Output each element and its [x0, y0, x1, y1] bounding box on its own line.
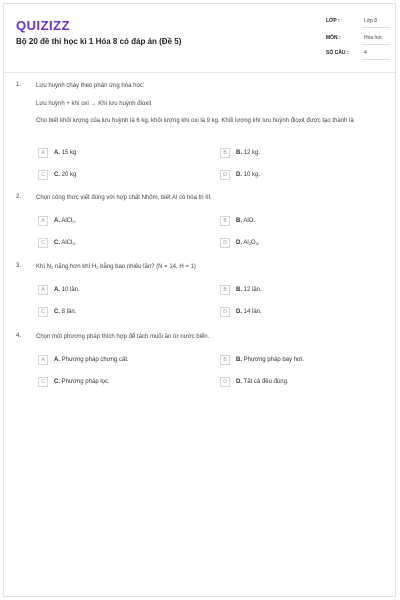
stem-part: nặng hơn khí H [53, 264, 97, 270]
option-prefix: D. [236, 172, 242, 178]
stem-part: Khí N [36, 264, 52, 270]
option-text: Phương pháp chưng cất. [61, 357, 129, 363]
question-4 [16, 333, 394, 393]
question-number: 4. [16, 333, 22, 339]
option-text: 10 lần. [61, 287, 80, 293]
option-subscript: 2 [72, 219, 75, 224]
stem-subscript: 2 [51, 265, 54, 270]
option-prefix: B. [236, 287, 242, 293]
option-text: 10 kg. [243, 172, 261, 178]
option-letter-box: A [38, 285, 48, 295]
option-a[interactable] [38, 285, 188, 295]
meta-class-key: LỚP : [326, 18, 340, 24]
page-title: Bộ 20 đề thi học kì 1 Hóa 8 có đáp án (Đề 5) [16, 37, 182, 46]
option-c[interactable] [38, 307, 188, 317]
option-letter-box: A [38, 148, 48, 158]
option-text: 15 kg [61, 150, 77, 156]
question-equation: Lưu huỳnh + khí oxi → Khí lưu huỳnh đioxit [36, 101, 152, 107]
option-prefix: B. [236, 218, 242, 224]
option-letter-box: D [220, 238, 230, 248]
question-stem [36, 263, 386, 272]
option-d[interactable] [220, 377, 370, 387]
question-3 [16, 263, 394, 323]
option-text: 12 lần. [243, 287, 262, 293]
question-stem: Chọn một phương pháp thích hợp để tách muối ăn từ nước biển. [36, 334, 210, 340]
option-text: AlO. [243, 218, 256, 224]
meta-count-key: SỐ CÂU : [326, 50, 349, 56]
option-prefix: A. [54, 218, 60, 224]
option-text: Tất cả đều đúng. [243, 379, 289, 385]
option-text: 12 kg. [243, 150, 261, 156]
option-tail: . [74, 218, 77, 224]
option-prefix: A. [54, 150, 60, 156]
option-b[interactable] [220, 216, 370, 226]
meta-count-value: 4 [364, 50, 367, 56]
question-number: 1. [16, 82, 22, 88]
option-prefix: A. [54, 357, 60, 363]
option-c[interactable] [38, 170, 188, 180]
option-a[interactable] [38, 216, 188, 226]
option-text: Phương pháp lọc. [61, 379, 110, 385]
option-prefix: D. [236, 309, 242, 315]
option-text: 14 lần. [243, 309, 262, 315]
option-letter-box: D [220, 377, 230, 387]
question-2 [16, 194, 394, 254]
question-number: 3. [16, 263, 22, 269]
question-1 [16, 82, 394, 192]
option-letter-box: B [220, 216, 230, 226]
option-prefix: A. [54, 287, 60, 293]
question-stem: Lưu huỳnh cháy theo phản ứng hóa học: [36, 83, 145, 89]
option-letter-box: A [38, 216, 48, 226]
option-letter-box: C [38, 377, 48, 387]
option-text: 20 kg [61, 172, 77, 178]
option-b[interactable] [220, 148, 370, 158]
question-detail: Cho biết khối lượng của lưu huỳnh là 6 kg, khối lượng khí oxi là 9 kg. Khối lượng khí lưu huỳnh đioxit được tạo thành là [36, 118, 354, 124]
option-letter-box: A [38, 355, 48, 365]
option-letter-box: D [220, 170, 230, 180]
stem-subscript: 2 [96, 265, 99, 270]
option-prefix: C. [54, 379, 60, 385]
worksheet-page [3, 3, 396, 597]
option-prefix: D. [236, 240, 242, 246]
meta-divider [362, 59, 390, 60]
option-prefix: C. [54, 309, 60, 315]
option-tail: . [74, 240, 77, 246]
option-letter-box: B [220, 148, 230, 158]
option-d[interactable] [220, 170, 370, 180]
option-c[interactable] [38, 238, 188, 248]
option-letter-box: B [220, 355, 230, 365]
option-text: Al [243, 240, 249, 246]
option-letter-box: D [220, 307, 230, 317]
option-c[interactable] [38, 377, 188, 387]
meta-class-value: Lớp 8 [364, 18, 378, 24]
question-stem: Chọn công thức viết đúng với hợp chất Nhôm, biết Al có hóa trị III. [36, 195, 212, 201]
option-prefix: B. [236, 357, 242, 363]
meta-divider [362, 27, 390, 28]
option-a[interactable] [38, 355, 188, 365]
option-text-2: O [250, 240, 256, 246]
option-text: 8 lần. [61, 309, 77, 315]
worksheet-header [4, 4, 395, 73]
quizizz-logo: QUIZIZZ [16, 18, 71, 33]
option-letter-box: C [38, 307, 48, 317]
meta-subject-value: Hóa học [364, 35, 383, 41]
option-a[interactable] [38, 148, 188, 158]
option-prefix: C. [54, 172, 60, 178]
option-b[interactable] [220, 285, 370, 295]
option-letter-box: C [38, 170, 48, 180]
option-d[interactable] [220, 238, 370, 248]
question-number: 2. [16, 194, 22, 200]
option-d[interactable] [220, 307, 370, 317]
option-subscript: 2 [248, 241, 251, 246]
option-prefix: B. [236, 150, 242, 156]
option-b[interactable] [220, 355, 370, 365]
option-subscript-2: 3 [255, 241, 258, 246]
stem-part: bằng bao nhiêu lần? (N = 14, H = 1) [98, 264, 196, 270]
option-text: AlCl [61, 218, 73, 224]
option-letter-box: B [220, 285, 230, 295]
option-tail: . [257, 240, 260, 246]
meta-divider [362, 44, 390, 45]
option-text: Phương pháp bay hơi. [243, 357, 304, 363]
option-prefix: D. [236, 379, 242, 385]
option-prefix: C. [54, 240, 60, 246]
meta-subject-key: MÔN : [326, 35, 341, 41]
option-subscript: 3 [72, 241, 75, 246]
option-text: AlCl [61, 240, 73, 246]
option-letter-box: C [38, 238, 48, 248]
